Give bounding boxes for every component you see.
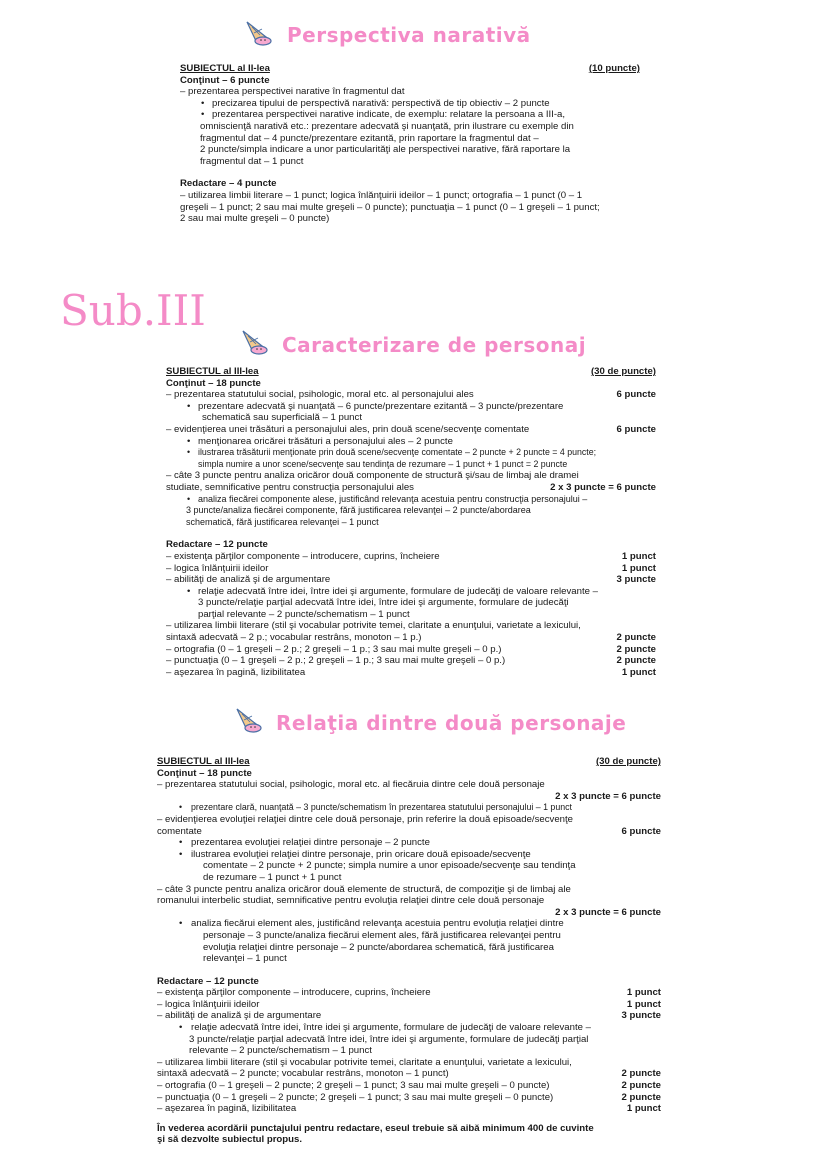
row-text: – logica înlănţuirii ideilor — [157, 998, 260, 1010]
sad-ice-cream-icon — [244, 19, 272, 52]
row-score: 2 puncte — [621, 1068, 661, 1080]
row-text: studiate, semnificative pentru construcţia personajului ales — [166, 481, 414, 493]
row-score: 1 punct — [621, 666, 656, 678]
section-perspectiva-body — [180, 63, 640, 225]
score-row — [157, 987, 661, 999]
text-line: – utilizarea limbii literare (stil şi vocabular potrivite temei, claritate a enunţului, varietate a lexicului, — [157, 1056, 572, 1068]
text-line: 2 sau mai multe greşeli – 0 puncte) — [180, 213, 330, 225]
text-line: 3 puncte/relaţie parţial adecvată între idei, între idei şi argumente, formulare de judecăţi parţial — [189, 1033, 589, 1045]
row-text: – punctuaţia (0 – 1 greşeli – 2 p.; 2 greşeli – 1 p.; 3 sau mai multe greşeli – 0 p.) — [166, 655, 506, 667]
bullet-item: • ilustrarea evoluţiei relaţiei dintre personaje, prin oricare două episoade/secvenţe — [157, 849, 661, 861]
bullet-item: • menţionarea oricărei trăsături a personajului ales – 2 puncte — [166, 436, 656, 448]
subject-header-left: SUBIECTUL al III-lea — [166, 366, 259, 377]
text-line: comentate – 2 puncte + 2 puncte; simpla numire a unor episoade/secvenţe sau tendinţa — [203, 860, 576, 872]
score-row — [157, 1080, 661, 1092]
score-row — [157, 826, 661, 838]
score-row — [166, 424, 656, 436]
bullet-item: • precizarea tipului de perspectivă narativă: perspectivă de tip obiectiv – 2 puncte — [180, 98, 640, 110]
score-row — [166, 574, 656, 586]
continut-heading: Conţinut – 18 puncte — [157, 767, 252, 779]
text-line: – evidenţierea evoluţiei relaţiei dintre cele două personaje, prin referire la două episoade/secvenţe — [157, 813, 573, 825]
text-line: – câte 3 puncte pentru analiza oricăror două componente de structură şi/sau de limbaj ale dramei — [166, 470, 579, 482]
row-score: 2 x 3 puncte = 6 puncte — [550, 481, 656, 493]
text-line: – câte 3 puncte pentru analiza oricăror două elemente de structură, de compoziţie şi de limbaj ale — [157, 883, 571, 895]
row-score: 1 punct — [626, 998, 661, 1010]
text-line: – prezentarea statutului social, psihologic, moral etc. al fiecăruia dintre cele două personaje — [157, 779, 545, 791]
text-line: 3 puncte/analiza fiecărei componente, fără justificarea relevanţei – 2 puncte/abordarea — [186, 505, 531, 516]
text-line: fragmentul dat – 4 puncte/prezentare ezitantă, prin raportare la fragmentul dat – — [200, 132, 539, 144]
text-line: relevante – 2 puncte/schematism – 1 punct — [189, 1045, 372, 1057]
sad-ice-cream-icon — [240, 328, 268, 361]
row-score: 1 punct — [621, 562, 656, 574]
text-line: schematică sau superficială – 1 punct — [202, 412, 362, 424]
score-row — [166, 655, 656, 667]
redactare-heading: Redactare – 12 puncte — [157, 975, 259, 987]
row-score: 1 punct — [626, 987, 661, 999]
section-relatia-body — [157, 756, 661, 1146]
redactare-heading: Redactare – 4 puncte — [180, 178, 277, 190]
text-line: personaje – 3 puncte/analiza fiecărui element ales, fără justificarea relevanţei pentru — [203, 929, 561, 941]
text-line: schematică, fără justificarea relevanţei – 1 punct — [186, 516, 379, 527]
text-line: omniscienţă narativă etc.: prezentare adecvată şi nuanţată, prin ilustrare cu exemple din — [200, 120, 574, 132]
text-line: – utilizarea limbii literare (stil şi vocabular potrivite temei, claritate a enunţului, varietate a lexicului, — [166, 620, 581, 632]
row-text: – existenţa părţilor componente – introducere, cuprins, încheiere — [166, 550, 440, 562]
row-text: comentate — [157, 825, 202, 837]
subject-header-right: (10 puncte) — [588, 63, 640, 74]
bullet-item: • prezentarea evoluţiei relaţiei dintre personaje – 2 puncte — [157, 837, 661, 849]
row-text: – abilităţi de analiză şi de argumentare — [157, 1010, 322, 1022]
score-row — [157, 999, 661, 1011]
score-row — [166, 389, 656, 401]
row-score: 2 puncte — [616, 643, 656, 655]
row-text: – prezentarea statutului social, psihologic, moral etc. al personajului ales — [166, 389, 474, 401]
score-row — [166, 632, 656, 644]
section-caracterizare-body — [166, 366, 656, 678]
sad-ice-cream-icon — [234, 706, 262, 739]
subject-header-right: (30 de puncte) — [590, 366, 656, 377]
text-line: 2 puncte/simpla indicare a unor particularităţi ale perspectivei narative, fără raportare la — [200, 144, 571, 156]
row-text: sintaxă adecvată – 2 puncte; vocabular restrâns, monoton – 1 punct) — [157, 1068, 449, 1080]
row-text: – logica înlănţuirii ideilor — [166, 562, 269, 574]
row-text: – ortografia (0 – 1 greşeli – 2 p.; 2 greşeli – 1 p.; 3 sau mai multe greşeli – 0 p.) — [166, 643, 502, 655]
row-score: 2 puncte — [621, 1091, 661, 1103]
row-text: – aşezarea în pagină, lizibilitatea — [166, 666, 306, 678]
text-line: 3 puncte/relaţie parţial adecvată între idei, între idei şi argumente, formulare de judecăţi — [198, 597, 569, 609]
row-text: sintaxă adecvată – 2 p.; vocabular restrâns, monoton – 1 p.) — [166, 632, 422, 644]
bullet-item: • ilustrarea trăsăturii menţionate prin două scene/secvenţe comentate – 2 puncte + 2 puncte = 4 puncte; — [166, 447, 656, 459]
text-line: – prezentarea perspectivei narative în fragmentul dat — [180, 86, 405, 98]
score-row — [166, 644, 656, 656]
row-score: 2 puncte — [621, 1080, 661, 1092]
bullet-item: • prezentare adecvată şi nuanţată – 6 puncte/prezentare ezitantă – 3 puncte/prezentare — [166, 401, 656, 413]
row-score: 1 punct — [626, 1103, 661, 1115]
row-score: 6 puncte — [621, 825, 661, 837]
score-row — [166, 482, 656, 494]
score-row — [157, 1068, 661, 1080]
continut-heading: Conţinut – 18 puncte — [166, 377, 261, 389]
row-text: – abilităţi de analiză şi de argumentare — [166, 574, 331, 586]
text-line: de rezumare – 1 punct + 1 punct — [203, 871, 342, 883]
row-score: 1 punct — [621, 550, 656, 562]
subject-header — [166, 366, 656, 378]
row-text: – punctuaţia (0 – 1 greşeli – 2 puncte; 2 greşeli – 1 punct; 3 sau mai multe greşeli – 0 puncte) — [157, 1091, 554, 1103]
score-row — [157, 1092, 661, 1104]
bullet-item: • analiza fiecărei componente alese, justificând relevanţa acestuia pentru construcţia personajului – — [166, 494, 656, 506]
subject-header-left: SUBIECTUL al II-lea — [180, 63, 270, 74]
row-score: 6 puncte — [616, 389, 656, 401]
text-line: relevanţei – 1 punct — [203, 953, 287, 965]
row-score: 3 puncte — [621, 1010, 661, 1022]
bullet-item: • relaţie adecvată între idei, între idei şi argumente, formulare de judecăţi de valoare relevante – — [166, 586, 656, 598]
score-row — [157, 1010, 661, 1022]
text-line: romanului interbelic studiat, semnificative pentru evoluţia relaţiei dintre cele două personaje — [157, 895, 545, 907]
row-text: – existenţa părţilor componente – introducere, cuprins, încheiere — [157, 987, 431, 999]
section-title-caracterizare: Caracterizare de personaj — [282, 333, 587, 357]
row-score: 2 x 3 puncte = 6 puncte — [555, 790, 661, 802]
text-line: greşeli – 1 punct; 2 sau mai multe greşeli – 0 puncte); punctuaţia – 1 punct (0 – 1 greşeli – 1 punct; — [180, 201, 600, 213]
subject-header — [180, 63, 640, 75]
bullet-item: • prezentare clară, nuanţată – 3 puncte/schematism în prezentarea statutului personajului – 1 punct — [157, 802, 661, 814]
text-line: parţial relevante – 2 puncte/schematism – 1 punct — [198, 608, 410, 620]
score-row — [166, 551, 656, 563]
bullet-item — [180, 109, 640, 121]
continut-heading: Conţinut – 6 puncte — [180, 74, 270, 86]
redactare-heading: Redactare – 12 puncte — [166, 539, 268, 551]
text-line: fragmentul dat – 1 punct — [200, 155, 304, 167]
word-count-note: În vederea acordării punctajului pentru redactare, eseul trebuie să aibă minimum 400 de cuvinte — [157, 1122, 594, 1134]
text-line: • prezentarea perspectivei narative indicate, de exemplu: relatare la persoana a III-a, — [212, 109, 566, 121]
text-line: evoluţia relaţiei dintre personaje – 2 puncte/abordarea schematică, fără justificarea — [203, 941, 554, 953]
handwritten-sub-iii: Sub.III — [60, 286, 206, 335]
subject-header-left: SUBIECTUL al III-lea — [157, 756, 250, 767]
subject-header — [157, 756, 661, 768]
row-score: 2 puncte — [616, 655, 656, 667]
row-score: 2 puncte — [616, 632, 656, 644]
bullet-item: • relaţie adecvată între idei, între idei şi argumente, formulare de judecăţi de valoare relevante – — [157, 1022, 661, 1034]
row-score: 3 puncte — [616, 574, 656, 586]
score-row — [166, 563, 656, 575]
row-score: 6 puncte — [616, 423, 656, 435]
row-text: – aşezarea în pagină, lizibilitatea — [157, 1103, 297, 1115]
section-title-relatia: Relaţia dintre două personaje — [276, 711, 627, 735]
row-text: – ortografia (0 – 1 greşeli – 2 puncte; 2 greşeli – 1 punct; 3 sau mai multe greşeli – 0 puncte) — [157, 1080, 550, 1092]
score-row — [166, 667, 656, 679]
row-score: 2 x 3 puncte = 6 puncte — [555, 906, 661, 918]
subject-header-right: (30 de puncte) — [595, 756, 661, 767]
bullet-item: • analiza fiecărui element ales, justificând relevanţa acestuia pentru evoluţia relaţiei dintre — [157, 918, 661, 930]
text-line: simpla numire a unor scene/secvenţe sau tendinţa de rezumare – 1 punct + 1 punct = 2 puncte — [198, 458, 568, 469]
section-title-perspectiva: Perspectiva narativă — [287, 23, 531, 47]
score-row — [157, 1103, 661, 1115]
row-text: – evidenţierea unei trăsături a personajului ales, prin două scene/secvenţe comentate — [166, 423, 530, 435]
word-count-note: şi să dezvolte subiectul propus. — [157, 1134, 303, 1146]
text-line: – utilizarea limbii literare – 1 punct; logica înlănţuirii ideilor – 1 punct; ortografia – 1 punct (0 – 1 — [180, 189, 583, 201]
